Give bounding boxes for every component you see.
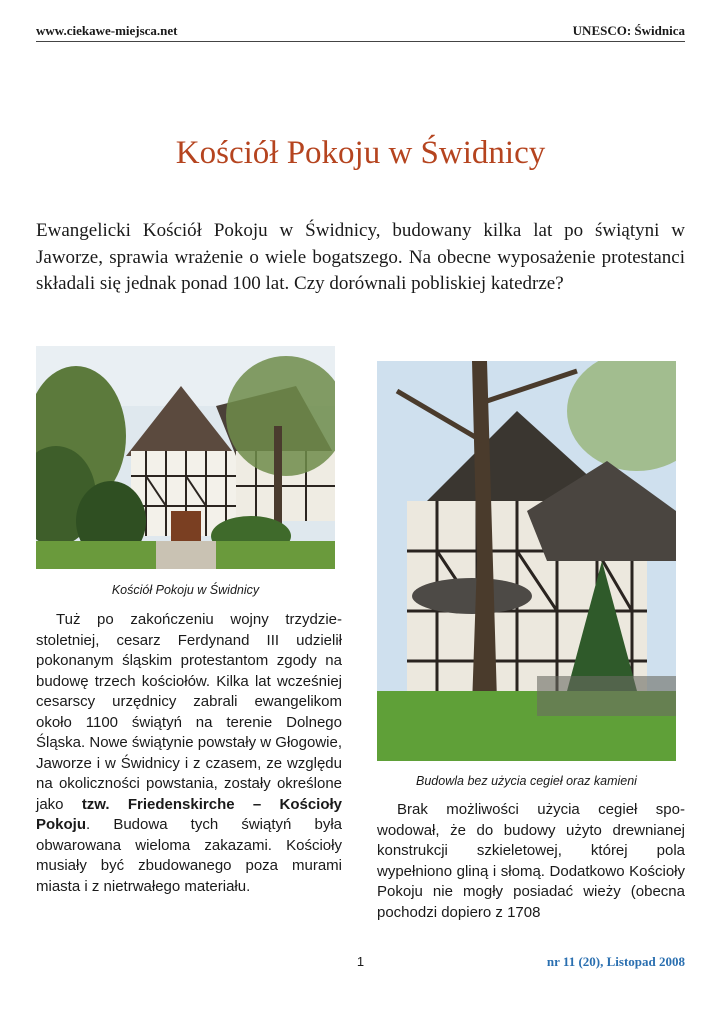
church-timber-frame-photo	[377, 361, 676, 761]
church-exterior-photo	[36, 346, 335, 569]
article-lead: Ewangelicki Kościół Pokoju w Świdnicy, budowany kilka lat po świątyni w Jaworze, sprawia wrażenie o wiele bogatszego. Na obecne wyposażenie protestanci składali się jednak ponad 100 lat. Czy dorównali pobliskiej katedrze?	[36, 220, 685, 294]
col1-text-a: Tuż po zakończeniu wojny trzydziestoletniej, cesarz Ferdynand III udzielił pokonanym śląskim protestantom zgody na budowę trzech kościołów. Kilka lat wcześniej cesarscy urzędnicy zabrali ewangelikom około 1100 świątyń na terenie Dolnego Śląska. Nowe świątynie powstały w Głogowie, Jaworze i w Świdnicy i z czasem, ze względu na okoliczności powstania, zostały określone jako	[36, 611, 342, 813]
photo2-caption: Budowla bez użycia cegieł oraz kamieni	[416, 774, 637, 788]
header-divider	[36, 41, 685, 42]
footer-issue: nr 11 (20), Listopad 2008	[546, 954, 685, 969]
col1-text-b: . Budowa tych świątyń była obwarowana wieloma zakazami. Kościoły musiały być zbudowanego poza murami miasta i z nietrwałego materiału.	[36, 816, 342, 895]
article-body-col1	[36, 610, 342, 897]
header-section: UNESCO: Świdnica	[572, 23, 685, 38]
article-body-col2: Brak możliwości użycia cegieł spowodował, że do budowy użyto drewnianej konstrukcji szkieletowej, której pola wypełniono gliną i słomą. Dodatkowo Kościoły Pokoju nie mogły posiadać wieży (obecna pochodzi dopiero z 1708	[377, 801, 685, 921]
article-title: Kościół Pokoju w Świdnicy	[175, 135, 546, 171]
header-site: www.ciekawe-miejsca.net	[36, 23, 178, 38]
page-number: 1	[356, 954, 365, 969]
col1-bold-term: tzw. Friedenskirche – Kościoły Pokoju	[36, 795, 343, 833]
photo1-caption: Kościół Pokoju w Świdnicy	[111, 583, 260, 597]
